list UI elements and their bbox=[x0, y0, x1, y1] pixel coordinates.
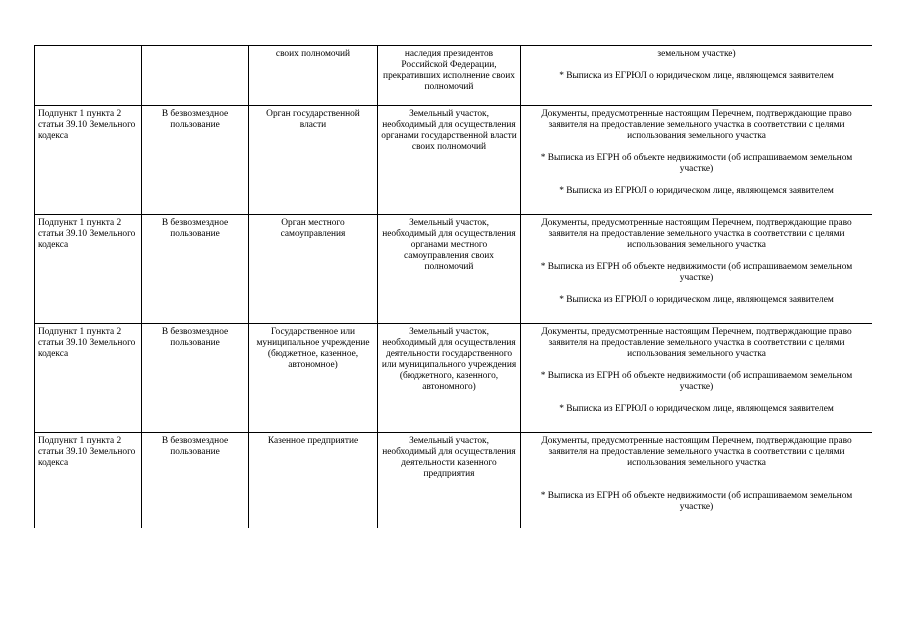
purpose-cell: Земельный участок, необходимый для осуществления органами местного самоуправления своих полномочий bbox=[378, 215, 521, 324]
document-item: * Выписка из ЕГРН об объекте недвижимости (об испрашиваемом земельном участке) bbox=[540, 153, 853, 174]
document-item: Документы, предусмотренные настоящим Перечнем, подтверждающие право заявителя на предоставление земельного участка в соответствии с целями использования земельного участка bbox=[541, 327, 852, 359]
applicant-cell: Орган государственной власти bbox=[249, 106, 378, 215]
document-item: * Выписка из ЕГРЮЛ о юридическом лице, являющемся заявителем bbox=[559, 295, 834, 305]
applicant-cell: Орган местного самоуправления bbox=[249, 215, 378, 324]
document-item: * Выписка из ЕГРЮЛ о юридическом лице, являющемся заявителем bbox=[559, 71, 834, 81]
document-item: * Выписка из ЕГРЮЛ о юридическом лице, являющемся заявителем bbox=[559, 186, 834, 196]
applicant-cell: Государственное или муниципальное учреждение (бюджетное, казенное, автономное) bbox=[249, 324, 378, 433]
document-item: Документы, предусмотренные настоящим Перечнем, подтверждающие право заявителя на предоставление земельного участка в соответствии с целями использования земельного участка bbox=[541, 436, 852, 468]
purpose-cell: Земельный участок, необходимый для осуществления деятельности казенного предприятия bbox=[378, 433, 521, 529]
document-item: * Выписка из ЕГРН об объекте недвижимости (об испрашиваемом земельном участке) bbox=[540, 262, 853, 283]
document-item: Документы, предусмотренные настоящим Перечнем, подтверждающие право заявителя на предоставление земельного участка в соответствии с целями использования земельного участка bbox=[541, 109, 852, 141]
right-type-cell: В безвозмездное пользование bbox=[142, 433, 249, 529]
applicant-cell: Казенное предприятие bbox=[249, 433, 378, 529]
documents-cell bbox=[521, 324, 873, 433]
basis-cell bbox=[35, 46, 142, 106]
land-documents-table bbox=[34, 45, 872, 528]
documents-cell bbox=[521, 46, 873, 106]
right-type-cell bbox=[142, 46, 249, 106]
document-item: Документы, предусмотренные настоящим Перечнем, подтверждающие право заявителя на предоставление земельного участка в соответствии с целями использования земельного участка bbox=[541, 218, 852, 250]
basis-cell: Подпункт 1 пункта 2 статьи 39.10 Земельного кодекса bbox=[35, 324, 142, 433]
document-item: * Выписка из ЕГРН об объекте недвижимости (об испрашиваемом земельном участке) bbox=[540, 491, 853, 512]
documents-cell bbox=[521, 106, 873, 215]
table-row bbox=[35, 324, 873, 433]
basis-cell: Подпункт 1 пункта 2 статьи 39.10 Земельного кодекса bbox=[35, 215, 142, 324]
document-item: * Выписка из ЕГРН об объекте недвижимости (об испрашиваемом земельном участке) bbox=[540, 371, 853, 392]
basis-cell: Подпункт 1 пункта 2 статьи 39.10 Земельного кодекса bbox=[35, 433, 142, 529]
right-type-cell: В безвозмездное пользование bbox=[142, 215, 249, 324]
purpose-cell: Земельный участок, необходимый для осуществления деятельности государственного или муниципального учреждения (бюджетного, казенного, автономного) bbox=[378, 324, 521, 433]
document-item: * Выписка из ЕГРЮЛ о юридическом лице, являющемся заявителем bbox=[559, 404, 834, 414]
table-row bbox=[35, 215, 873, 324]
documents-cell bbox=[521, 215, 873, 324]
table-row bbox=[35, 106, 873, 215]
table-row bbox=[35, 46, 873, 106]
documents-cell bbox=[521, 433, 873, 529]
purpose-cell: Земельный участок, необходимый для осуществления органами государственной власти своих полномочий bbox=[378, 106, 521, 215]
basis-cell: Подпункт 1 пункта 2 статьи 39.10 Земельного кодекса bbox=[35, 106, 142, 215]
right-type-cell: В безвозмездное пользование bbox=[142, 106, 249, 215]
right-type-cell: В безвозмездное пользование bbox=[142, 324, 249, 433]
document-item: земельном участке) bbox=[657, 49, 736, 59]
document-page bbox=[34, 45, 872, 528]
table-row bbox=[35, 433, 873, 529]
applicant-cell: своих полномочий bbox=[249, 46, 378, 106]
purpose-cell: наследия президентов Российской Федерации, прекративших исполнение своих полномочий bbox=[378, 46, 521, 106]
